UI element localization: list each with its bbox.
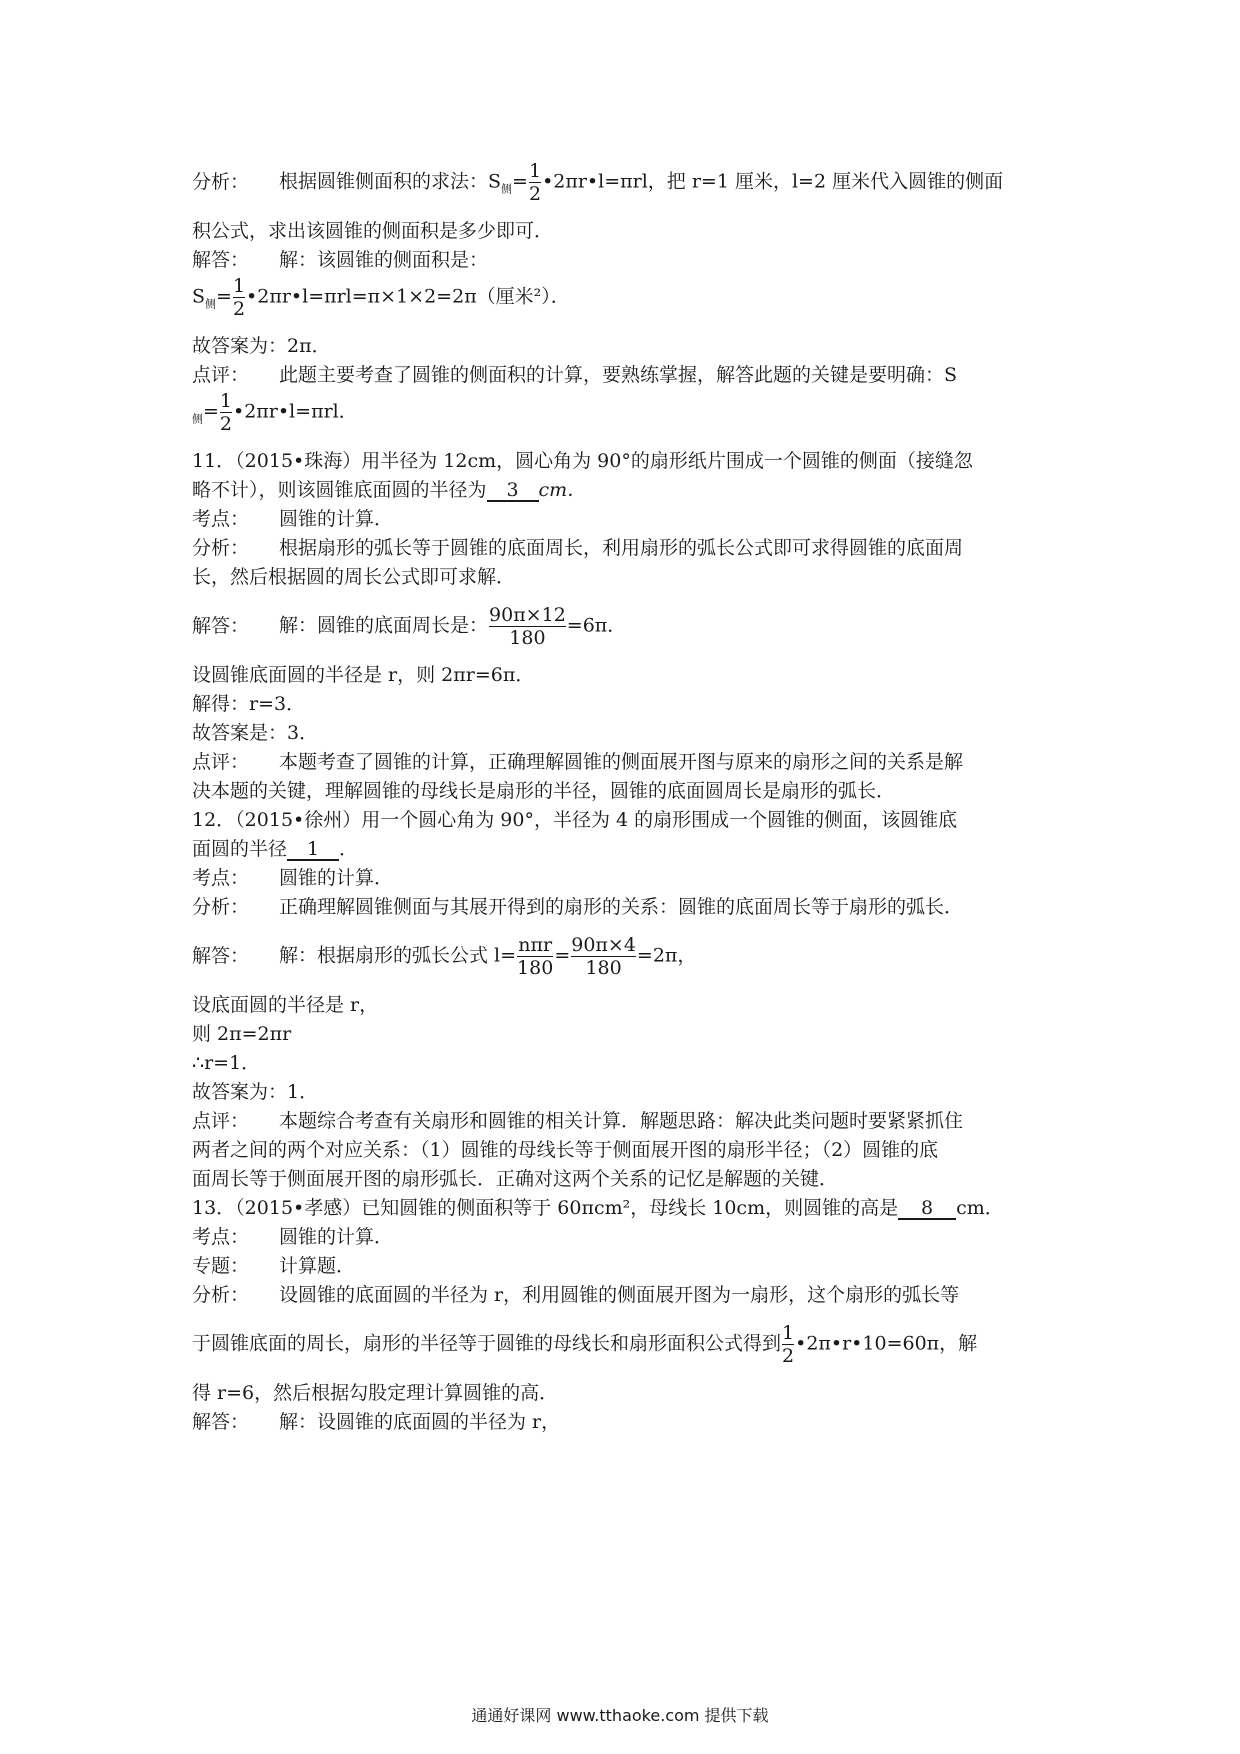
text-line: 考点： 圆锥的计算． <box>192 864 1062 893</box>
text-line: 专题： 计算题． <box>192 1252 1062 1281</box>
text-line: 两者之间的两个对应关系：（1）圆锥的母线长等于侧面展开图的扇形半径；（2）圆锥的底 <box>192 1139 939 1161</box>
text-line: 决本题的关键，理解圆锥的母线长是扇形的半径，圆锥的底面圆周长是扇形的弧长． <box>192 780 896 802</box>
section-label: 点评： <box>192 364 250 386</box>
text-line: 考点： 圆锥的计算． <box>192 1223 1062 1252</box>
text-line: ∴r=1． <box>192 1052 261 1074</box>
text-line: 则 2π=2πr <box>192 1023 292 1045</box>
section-label: 分析： <box>192 896 250 918</box>
section-label: 分析： <box>192 1284 250 1306</box>
question-line: 12．（2015•徐州）用一个圆心角为 90°，半径为 4 的扇形围成一个圆锥的侧面，该圆锥底 <box>192 809 958 831</box>
section-label: 解答： <box>192 1411 250 1433</box>
text-line: 分析： 正确理解圆锥侧面与其展开得到的扇形的关系：圆锥的底面周长等于扇形的弧长． <box>192 893 1062 922</box>
text-line: 解答： 解：设圆锥的底面圆的半径为 r， <box>192 1408 1062 1437</box>
question-line: 略不计），则该圆锥底面圆的半径为 3 cm． <box>192 479 587 501</box>
section-label: 分析： <box>192 170 250 193</box>
section-label: 解答： <box>192 249 250 271</box>
text-line: 得 r=6，然后根据勾股定理计算圆锥的高． <box>192 1382 559 1404</box>
section-label: 专题： <box>192 1255 250 1277</box>
section-label: 解答： <box>192 944 250 967</box>
answer-blank: 8 <box>898 1198 956 1220</box>
section-label: 考点： <box>192 867 250 889</box>
section-label: 解答： <box>192 614 250 637</box>
text-line: 考点： 圆锥的计算． <box>192 505 1062 534</box>
text-line: 故答案为：1． <box>192 1081 319 1103</box>
fraction: $\frac{\text{nπr}}{180}$ <box>517 934 554 979</box>
text-line: 分析： 根据圆锥侧面积的求法：$S_侧=$ $\frac{1}{2}$ •2πr•l=πrl，把 r=1 厘米，l=2 厘米代入圆锥的侧面 <box>192 160 1004 205</box>
text-line: 分析： 设圆锥的底面圆的半径为 r，利用圆锥的侧面展开图为一扇形，这个扇形的弧长等 <box>192 1281 1062 1310</box>
section-label: 点评： <box>192 1110 250 1132</box>
text-line: $_侧$= $\frac{1}{2}$ •2πr•l=πrl． <box>192 390 358 435</box>
fraction: $\frac{1}{2}$ <box>528 160 542 205</box>
text-line: 积公式，求出该圆锥的侧面积是多少即可． <box>192 220 554 242</box>
text-line: 点评： 本题考查了圆锥的计算，正确理解圆锥的侧面展开图与原来的扇形之间的关系是解 <box>192 748 1062 777</box>
text-line: $S_侧=$ $\frac{1}{2}$ •2πr•l=πrl=π×1×2=2π（厘米²）． <box>192 275 570 320</box>
question-line: 13．（2015•孝感）已知圆锥的侧面积等于 60πcm²，母线长 10cm，则圆锥的高是 8 cm． <box>192 1197 1004 1219</box>
text-line: 设圆锥底面圆的半径是 r，则 2πr=6π． <box>192 664 535 686</box>
section-label: 考点： <box>192 1226 250 1248</box>
text-line: 解答： 解：根据扇形的弧长公式 l= $\frac{\text{nπr}}{180}$ = $\frac{90\pi\times 4}{180}$ =2π， <box>192 934 697 979</box>
section-label: 考点： <box>192 508 250 530</box>
answer-blank: 1 <box>287 839 339 861</box>
fraction: $\frac{90\pi\times 12}{180}$ <box>489 604 566 649</box>
document-body <box>192 160 1062 1437</box>
text-line: 于圆锥底面的周长，扇形的半径等于圆锥的母线长和扇形面积公式得到 $\frac{1}{2}$ •2π•r•10=60π，解 <box>192 1322 978 1367</box>
page-footer: 通通好课网 www.tthaoke.com 提供下载 <box>471 1706 769 1725</box>
question-line: 11．（2015•珠海）用半径为 12cm，圆心角为 90°的扇形纸片围成一个圆锥的侧面（接缝忽 <box>192 450 973 472</box>
answer-blank: 3 <box>487 480 539 502</box>
fraction: $\frac{1}{2}$ <box>232 275 246 320</box>
text-line: 故答案为：2π． <box>192 335 331 357</box>
fraction: $\frac{1}{2}$ <box>219 390 233 435</box>
question-line: 面圆的半径 1 ． <box>192 838 359 860</box>
text-line: 面周长等于侧面展开图的扇形弧长．正确对这两个关系的记忆是解题的关键． <box>192 1168 839 1190</box>
text-line: 解答： 解：该圆锥的侧面积是： <box>192 246 1062 275</box>
text-line: 点评： 本题综合考查有关扇形和圆锥的相关计算．解题思路：解决此类问题时要紧紧抓住 <box>192 1107 1062 1136</box>
section-label: 分析： <box>192 537 250 559</box>
text-line: 设底面圆的半径是 r， <box>192 994 379 1016</box>
text-line: 长，然后根据圆的周长公式即可求解． <box>192 566 516 588</box>
section-label: 点评： <box>192 751 250 773</box>
text-line: 点评： 此题主要考查了圆锥的侧面积的计算，要熟练掌握，解答此题的关键是要明确：S <box>192 361 1062 390</box>
text-line: 分析： 根据扇形的弧长等于圆锥的底面周长，利用扇形的弧长公式即可求得圆锥的底面周 <box>192 534 1062 563</box>
text-line: 解答： 解：圆锥的底面周长是： $\frac{90\pi\times 12}{180}$ =6π． <box>192 604 627 649</box>
fraction: $\frac{90\pi\times 4}{180}$ <box>571 934 636 979</box>
text-line: 解得：r=3． <box>192 693 306 715</box>
fraction: $\frac{1}{2}$ <box>782 1322 795 1367</box>
text-line: 故答案是：3． <box>192 722 319 744</box>
